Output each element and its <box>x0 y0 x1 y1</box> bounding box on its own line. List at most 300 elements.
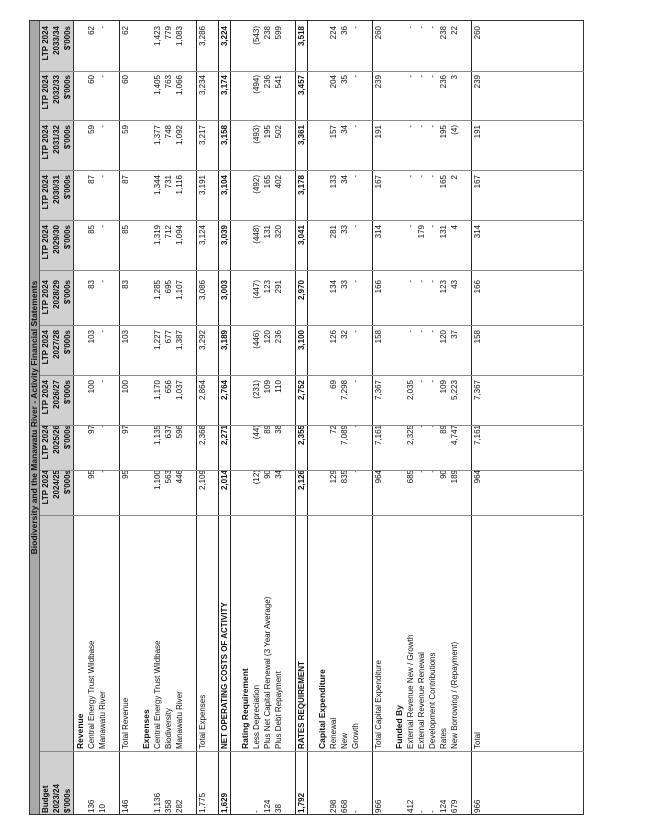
cell-value: - <box>351 75 360 78</box>
column-header: 2027/28 <box>52 330 61 359</box>
cell-value: 191 <box>473 125 482 139</box>
cell-value: 126 <box>329 330 338 344</box>
cell-value: 87 <box>87 175 96 184</box>
cell-value: 100 <box>121 380 130 394</box>
row-description: Total <box>473 732 482 749</box>
cell-value: 165 <box>439 175 448 189</box>
cell-value: 3,041 <box>297 225 306 246</box>
cell-value: - <box>406 75 415 78</box>
cell-value: - <box>428 75 437 78</box>
cell-value: 3,003 <box>220 280 229 301</box>
cell-value: 134 <box>329 280 338 294</box>
cell-value: 2,864 <box>198 380 207 401</box>
column-divider <box>40 515 584 516</box>
cell-value: 779 <box>164 26 173 40</box>
cell-value: 2,271 <box>220 425 229 446</box>
budget-header: Budget <box>41 785 50 813</box>
cell-value: 2 <box>450 175 459 180</box>
cell-value: 123 <box>439 280 448 294</box>
column-header: $'000s <box>63 175 72 200</box>
row-description: Expenses <box>141 709 151 749</box>
cell-value: 1,107 <box>175 280 184 301</box>
cell-value: 191 <box>374 125 383 139</box>
cell-value: - <box>98 225 107 228</box>
cell-value: 677 <box>164 330 173 344</box>
cell-value: 43 <box>450 280 459 289</box>
cell-value: 3,217 <box>198 125 207 146</box>
column-divider <box>40 325 584 326</box>
cell-value: 763 <box>164 75 173 89</box>
cell-value: 637 <box>164 425 173 439</box>
cell-value: 158 <box>473 330 482 344</box>
row-description: Rating Requirement <box>240 668 250 749</box>
column-divider <box>40 220 584 221</box>
cell-value: 7,298 <box>340 380 349 401</box>
cell-value: 1,066 <box>175 75 184 96</box>
cell-value: 204 <box>329 75 338 89</box>
row-description: Manawatu River <box>175 691 184 749</box>
cell-value: - <box>351 225 360 228</box>
cell-value: 2,126 <box>297 470 306 491</box>
budget-value: 679 <box>450 799 459 813</box>
column-divider <box>40 425 584 426</box>
row-description: Funded By <box>394 705 404 749</box>
cell-value: 131 <box>263 225 272 239</box>
cell-value: 3,086 <box>198 280 207 301</box>
cell-value: 133 <box>329 175 338 189</box>
budget-value: - <box>417 810 426 813</box>
budget-value: 124 <box>439 799 448 813</box>
cell-value: 3,361 <box>297 125 306 146</box>
cell-value: - <box>406 225 415 228</box>
cell-value: - <box>351 125 360 128</box>
cell-value: - <box>428 125 437 128</box>
cell-value: 1,100 <box>153 470 162 491</box>
cell-value: 281 <box>329 225 338 239</box>
cell-value: 3,174 <box>220 75 229 96</box>
budget-value: - <box>351 810 360 813</box>
column-divider <box>40 170 584 171</box>
cell-value: 1,405 <box>153 75 162 96</box>
cell-value: 100 <box>87 380 96 394</box>
cell-value: - <box>417 470 426 473</box>
cell-value: 2,764 <box>220 380 229 401</box>
cell-value: - <box>406 125 415 128</box>
cell-value: 97 <box>87 425 96 434</box>
cell-value: 60 <box>87 75 96 84</box>
cell-value: 731 <box>164 175 173 189</box>
cell-value: 2,109 <box>198 470 207 491</box>
cell-value: (543) <box>252 26 261 45</box>
cell-value: 32 <box>340 330 349 339</box>
column-header: 2024/25 <box>52 470 61 499</box>
row-description: New <box>340 732 349 749</box>
column-divider <box>40 71 584 72</box>
row-description: Less Depreciation <box>252 684 261 749</box>
cell-value: 123 <box>263 280 272 294</box>
cell-value: 90 <box>263 470 272 479</box>
column-header: 2029/30 <box>52 225 61 254</box>
column-header: LTP 2024 <box>41 26 50 61</box>
cell-value: (12) <box>252 470 261 485</box>
cell-value: 7,089 <box>340 425 349 446</box>
cell-value: 314 <box>473 225 482 239</box>
cell-value: 2,752 <box>297 380 306 401</box>
column-header: LTP 2024 <box>41 125 50 160</box>
budget-value: 966 <box>473 799 482 813</box>
budget-value: - <box>428 810 437 813</box>
column-header: 2030/31 <box>52 175 61 204</box>
cell-value: - <box>406 26 415 29</box>
cell-value: 120 <box>263 330 272 344</box>
cell-value: 3,104 <box>220 175 229 196</box>
cell-value: 260 <box>374 26 383 40</box>
cell-value: 3,234 <box>198 75 207 96</box>
row-description: Growth <box>351 723 360 749</box>
cell-value: (448) <box>252 225 261 244</box>
row-description: Total Capital Expenditure <box>374 660 383 749</box>
budget-value: 966 <box>374 799 383 813</box>
cell-value: 2,970 <box>297 280 306 301</box>
cell-value: 563 <box>164 470 173 484</box>
budget-value: 10 <box>98 804 107 813</box>
cell-value: 179 <box>417 225 426 239</box>
column-header: $'000s <box>63 330 72 355</box>
cell-value: 33 <box>340 280 349 289</box>
cell-value: 320 <box>274 225 283 239</box>
sheet-frame <box>29 20 584 815</box>
column-header: LTP 2024 <box>41 280 50 315</box>
cell-value: 224 <box>329 26 338 40</box>
cell-value: 3,100 <box>297 330 306 351</box>
column-header: $'000s <box>63 225 72 250</box>
row-description: NET OPERATING COSTS OF ACTIVITY <box>220 602 229 749</box>
row-description: Total Expenses <box>198 694 207 749</box>
cell-value: - <box>351 330 360 333</box>
cell-value: - <box>351 380 360 383</box>
cell-value: 236 <box>274 330 283 344</box>
cell-value: 120 <box>439 330 448 344</box>
column-header: 2028/29 <box>52 280 61 309</box>
cell-value: - <box>417 330 426 333</box>
cell-value: - <box>98 175 107 178</box>
cell-value: 34 <box>340 125 349 134</box>
cell-value: 129 <box>329 470 338 484</box>
cell-value: 3,224 <box>220 26 229 47</box>
cell-value: 62 <box>121 26 130 35</box>
column-header: $'000s <box>63 470 72 495</box>
cell-value: 238 <box>263 26 272 40</box>
cell-value: 695 <box>164 280 173 294</box>
cell-value: - <box>428 330 437 333</box>
cell-value: 3,189 <box>220 330 229 351</box>
cell-value: - <box>351 425 360 428</box>
financial-statement-sheet <box>29 20 584 815</box>
cell-value: 2,368 <box>198 425 207 446</box>
cell-value: 90 <box>439 470 448 479</box>
row-description: Manawatu River <box>98 691 107 749</box>
row-description: Biodiversity <box>164 708 173 749</box>
column-header: $'000s <box>63 26 72 51</box>
cell-value: 38 <box>274 425 283 434</box>
column-header: $'000s <box>63 380 72 405</box>
cell-value: 195 <box>263 125 272 139</box>
row-description: Central Energy Trust Wildbase <box>153 640 162 749</box>
cell-value: 1,083 <box>175 26 184 47</box>
cell-value: 502 <box>274 125 283 139</box>
row-description: External Revenue New / Growth <box>406 634 415 749</box>
budget-value: 38 <box>274 804 283 813</box>
cell-value: 195 <box>439 125 448 139</box>
cell-value: 165 <box>263 175 272 189</box>
cell-value: 37 <box>450 330 459 339</box>
cell-value: 189 <box>450 470 459 484</box>
cell-value: 2,014 <box>220 470 229 491</box>
cell-value: 541 <box>274 75 283 89</box>
cell-value: 7,367 <box>473 380 482 401</box>
cell-value: (447) <box>252 280 261 299</box>
cell-value: 712 <box>164 225 173 239</box>
cell-value: - <box>98 425 107 428</box>
column-divider <box>40 120 584 121</box>
cell-value: 34 <box>340 175 349 184</box>
cell-value: - <box>98 125 107 128</box>
cell-value: 596 <box>175 425 184 439</box>
row-description: Plus Debt Repayment <box>274 671 283 749</box>
cell-value: - <box>406 175 415 178</box>
cell-value: 59 <box>87 125 96 134</box>
row-description: RATES REQUIREMENT <box>297 661 306 749</box>
cell-value: 2,325 <box>406 425 415 446</box>
row-description: Plus Net Capital Renewal (3 Year Average) <box>263 596 272 749</box>
column-header: 2026/27 <box>52 380 61 409</box>
cell-value: - <box>428 470 437 473</box>
cell-value: 166 <box>473 280 482 294</box>
column-header: LTP 2024 <box>41 380 50 415</box>
budget-value: 412 <box>406 799 415 813</box>
cell-value: 85 <box>121 225 130 234</box>
cell-value: 1,377 <box>153 125 162 146</box>
budget-header: $'000s <box>63 788 72 813</box>
cell-value: (4) <box>450 125 459 135</box>
cell-value: 239 <box>473 75 482 89</box>
cell-value: 97 <box>121 425 130 434</box>
cell-value: (446) <box>252 330 261 349</box>
cell-value: 1,387 <box>175 330 184 351</box>
cell-value: - <box>98 280 107 283</box>
cell-value: 3,158 <box>220 125 229 146</box>
cell-value: 1,227 <box>153 330 162 351</box>
cell-value: 1,092 <box>175 125 184 146</box>
cell-value: 131 <box>439 225 448 239</box>
cell-value: 22 <box>450 26 459 35</box>
cell-value: - <box>406 280 415 283</box>
row-description: Central Energy Trust Wildbase <box>87 640 96 749</box>
column-divider <box>40 270 584 271</box>
cell-value: 5,223 <box>450 380 459 401</box>
cell-value: - <box>98 470 107 473</box>
cell-value: - <box>98 380 107 383</box>
cell-value: 1,285 <box>153 280 162 301</box>
row-description: Rates <box>439 728 448 749</box>
cell-value: 109 <box>263 380 272 394</box>
cell-value: 446 <box>175 470 184 484</box>
cell-value: - <box>417 380 426 383</box>
cell-value: 85 <box>87 225 96 234</box>
row-description: Capital Expenditure <box>317 669 327 749</box>
cell-value: 72 <box>329 425 338 434</box>
budget-value: 136 <box>87 799 96 813</box>
cell-value: 167 <box>374 175 383 189</box>
column-divider <box>40 470 584 471</box>
row-description: Development Contributions <box>428 652 437 749</box>
cell-value: 3,124 <box>198 225 207 246</box>
cell-value: 748 <box>164 125 173 139</box>
row-description: Total Revenue <box>121 697 130 749</box>
cell-value: 1,135 <box>153 425 162 446</box>
column-header: LTP 2024 <box>41 470 50 505</box>
row-description: External Revenue Renewal <box>417 652 426 749</box>
column-header: LTP 2024 <box>41 225 50 260</box>
cell-value: 89 <box>263 425 272 434</box>
cell-value: - <box>98 26 107 29</box>
cell-value: 60 <box>121 75 130 84</box>
cell-value: - <box>98 330 107 333</box>
cell-value: 1,116 <box>175 175 184 195</box>
cell-value: - <box>98 75 107 78</box>
cell-value: 1,037 <box>175 380 184 401</box>
cell-value: 1,423 <box>153 26 162 47</box>
budget-value: 668 <box>340 799 349 813</box>
column-header: LTP 2024 <box>41 425 50 460</box>
cell-value: - <box>428 380 437 383</box>
cell-value: 3,457 <box>297 75 306 96</box>
cell-value: 236 <box>263 75 272 89</box>
column-header: 2031/32 <box>52 125 61 154</box>
column-header: $'000s <box>63 425 72 450</box>
cell-value: (231) <box>252 380 261 399</box>
budget-value: - <box>252 810 261 813</box>
cell-value: 260 <box>473 26 482 40</box>
budget-value: 124 <box>263 799 272 813</box>
cell-value: (493) <box>252 125 261 144</box>
cell-value: 1,170 <box>153 380 162 401</box>
column-header: 2025/26 <box>52 425 61 454</box>
row-description: Revenue <box>75 713 85 749</box>
budget-value: 298 <box>329 799 338 813</box>
cell-value: 36 <box>340 26 349 35</box>
cell-value: 103 <box>121 330 130 344</box>
cell-value: 1,094 <box>175 225 184 246</box>
cell-value: - <box>428 280 437 283</box>
cell-value: (44) <box>252 425 261 440</box>
budget-header: 2023/24 <box>52 784 61 813</box>
cell-value: 87 <box>121 175 130 184</box>
cell-value: - <box>417 26 426 29</box>
column-divider <box>40 751 584 752</box>
cell-value: 7,161 <box>374 425 383 446</box>
cell-value: - <box>406 330 415 333</box>
cell-value: - <box>351 26 360 29</box>
cell-value: - <box>428 26 437 29</box>
cell-value: 157 <box>329 125 338 139</box>
budget-value: 146 <box>121 799 130 813</box>
cell-value: 95 <box>87 470 96 479</box>
cell-value: 7,161 <box>473 425 482 446</box>
cell-value: 59 <box>121 125 130 134</box>
budget-value: 282 <box>175 799 184 813</box>
statement-title: Biodiversity and the Manawatu River - Activity Financial Statements <box>29 20 40 815</box>
cell-value: 3 <box>450 75 459 80</box>
cell-value: 158 <box>374 330 383 344</box>
cell-value: 33 <box>340 225 349 234</box>
cell-value: 166 <box>374 280 383 294</box>
budget-value: 1,775 <box>198 792 207 813</box>
cell-value: 236 <box>439 75 448 89</box>
cell-value: - <box>428 175 437 178</box>
cell-value: 4 <box>450 225 459 230</box>
cell-value: 109 <box>439 380 448 394</box>
cell-value: 835 <box>340 470 349 484</box>
column-header: LTP 2024 <box>41 175 50 210</box>
cell-value: 1,319 <box>153 225 162 246</box>
row-description: New Borrowing / (Repayment) <box>450 641 459 749</box>
budget-value: 1,629 <box>220 792 229 813</box>
cell-value: - <box>417 175 426 178</box>
column-divider <box>40 375 584 376</box>
cell-value: 110 <box>274 380 283 393</box>
budget-value: 1,792 <box>297 792 306 813</box>
cell-value: - <box>428 225 437 228</box>
cell-value: - <box>351 280 360 283</box>
cell-value: - <box>417 280 426 283</box>
cell-value: 89 <box>439 425 448 434</box>
budget-value: 358 <box>164 799 173 813</box>
cell-value: 685 <box>406 470 415 484</box>
cell-value: 964 <box>374 470 383 484</box>
rotated-page <box>29 20 584 815</box>
column-header: LTP 2024 <box>41 75 50 110</box>
cell-value: - <box>428 425 437 428</box>
cell-value: 69 <box>329 380 338 389</box>
column-header: LTP 2024 <box>41 330 50 365</box>
cell-value: 964 <box>473 470 482 484</box>
cell-value: 62 <box>87 26 96 35</box>
cell-value: - <box>417 75 426 78</box>
cell-value: 4,747 <box>450 425 459 446</box>
cell-value: 3,292 <box>198 330 207 351</box>
cell-value: 3,518 <box>297 26 306 47</box>
cell-value: 291 <box>274 280 283 294</box>
column-header: $'000s <box>63 125 72 150</box>
cell-value: 3,286 <box>198 26 207 47</box>
cell-value: 2,035 <box>406 380 415 401</box>
cell-value: 2,355 <box>297 425 306 446</box>
cell-value: (492) <box>252 175 261 194</box>
cell-value: 3,178 <box>297 175 306 196</box>
cell-value: 656 <box>164 380 173 394</box>
cell-value: 34 <box>274 470 283 479</box>
cell-value: 7,367 <box>374 380 383 401</box>
budget-value: 1,136 <box>153 792 162 813</box>
cell-value: 167 <box>473 175 482 189</box>
column-header: 2032/33 <box>52 75 61 104</box>
cell-value: 238 <box>439 26 448 40</box>
column-header: 2033/34 <box>52 26 61 55</box>
cell-value: 599 <box>274 26 283 40</box>
cell-value: (494) <box>252 75 261 94</box>
cell-value: 83 <box>121 280 130 289</box>
